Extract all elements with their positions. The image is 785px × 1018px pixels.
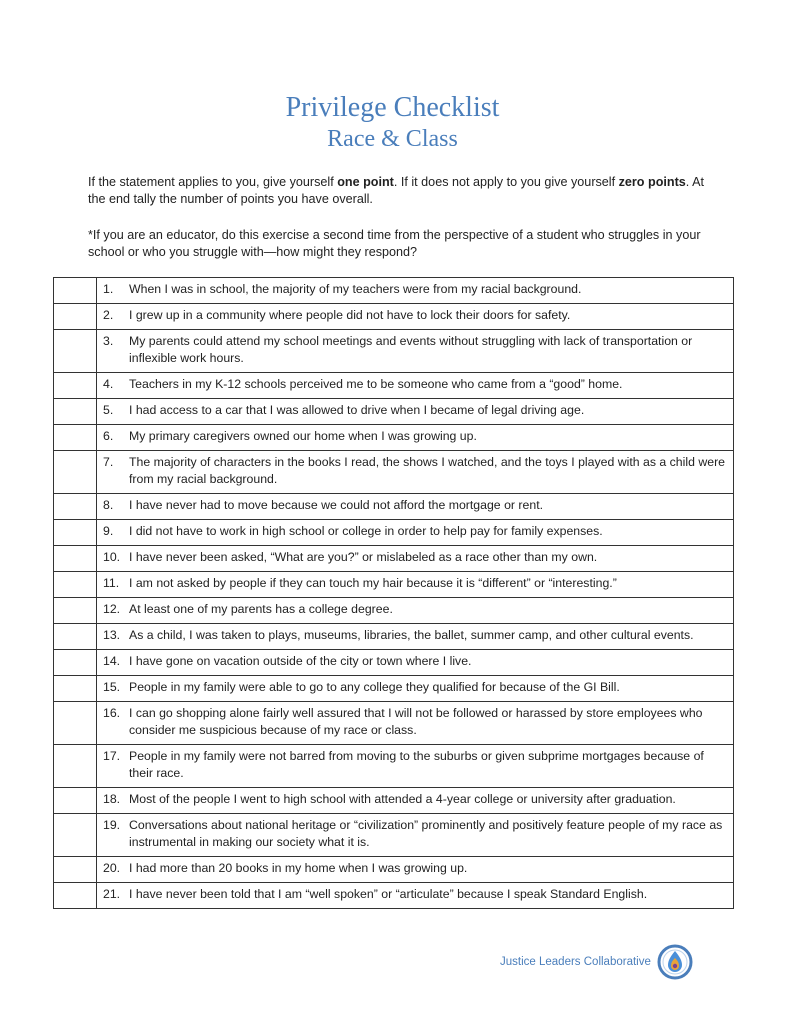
statement-cell <box>97 788 734 814</box>
statement-item <box>103 523 727 540</box>
footer <box>500 944 693 980</box>
statement-text: Conversations about national heritage or “civilization” prominently and positively feature people of my race as instrumental in making our society what it is. <box>129 818 723 849</box>
statement-cell <box>97 451 734 494</box>
statement-item <box>103 549 727 566</box>
score-cell[interactable] <box>54 373 97 399</box>
statement-number: 15. <box>103 680 121 694</box>
statement-number: 9. <box>103 524 114 538</box>
statement-cell <box>97 425 734 451</box>
checklist-row <box>54 572 734 598</box>
checklist-row <box>54 546 734 572</box>
statement-text: At least one of my parents has a college degree. <box>129 602 393 616</box>
statement-cell <box>97 399 734 425</box>
statement-cell <box>97 304 734 330</box>
score-cell[interactable] <box>54 702 97 745</box>
statement-text: I had access to a car that I was allowed to drive when I became of legal driving age. <box>129 403 585 417</box>
statement-number: 14. <box>103 654 121 668</box>
statement-cell <box>97 278 734 304</box>
statement-text: I grew up in a community where people did not have to lock their doors for safety. <box>129 308 571 322</box>
instructions-paragraph <box>88 174 708 208</box>
checklist-row <box>54 451 734 494</box>
statement-item <box>103 601 727 618</box>
checklist-table <box>53 277 734 909</box>
statement-text: When I was in school, the majority of my teachers were from my racial background. <box>129 282 582 296</box>
score-cell[interactable] <box>54 451 97 494</box>
statement-number: 19. <box>103 818 121 832</box>
statement-text: I did not have to work in high school or college in order to help pay for family expenses. <box>129 524 603 538</box>
statement-cell <box>97 745 734 788</box>
checklist-row <box>54 883 734 909</box>
checklist-row <box>54 520 734 546</box>
checklist-row <box>54 702 734 745</box>
statement-text: I have never been told that I am “well spoken” or “articulate” because I speak Standard English. <box>129 887 648 901</box>
checklist-row <box>54 745 734 788</box>
score-cell[interactable] <box>54 330 97 373</box>
statement-number: 18. <box>103 792 121 806</box>
checklist-row <box>54 788 734 814</box>
statement-text: The majority of characters in the books I read, the shows I watched, and the toys I played with as a child were from my racial background. <box>129 455 726 486</box>
score-cell[interactable] <box>54 883 97 909</box>
statement-number: 1. <box>103 282 114 296</box>
score-cell[interactable] <box>54 745 97 788</box>
statement-text: My parents could attend my school meetings and events without struggling with lack of transportation or inflexible work hours. <box>129 334 693 365</box>
statement-number: 3. <box>103 334 114 348</box>
statement-item <box>103 402 727 419</box>
statement-item <box>103 653 727 670</box>
statement-text: I have never had to move because we could not afford the mortgage or rent. <box>129 498 544 512</box>
statement-item <box>103 679 727 696</box>
statement-number: 12. <box>103 602 121 616</box>
statement-number: 13. <box>103 628 121 642</box>
statement-cell <box>97 702 734 745</box>
statement-item <box>103 817 727 851</box>
statement-number: 21. <box>103 887 121 901</box>
educator-note: *If you are an educator, do this exercise a second time from the perspective of a student who struggles in your school or who you struggle with—how might they respond? <box>88 228 701 259</box>
statement-number: 10. <box>103 550 121 564</box>
statement-item <box>103 886 727 903</box>
statement-text: As a child, I was taken to plays, museums, libraries, the ballet, summer camp, and other cultural events. <box>129 628 694 642</box>
score-cell[interactable] <box>54 278 97 304</box>
score-cell[interactable] <box>54 650 97 676</box>
statement-cell <box>97 572 734 598</box>
checklist-row <box>54 425 734 451</box>
instructions-text: . At the end tally the number of points you have overall. <box>88 175 704 206</box>
checklist-row <box>54 330 734 373</box>
statement-text: I have never been asked, “What are you?” or mislabeled as a race other than my own. <box>129 550 598 564</box>
statement-text: Most of the people I went to high school with attended a 4-year college or university after graduation. <box>129 792 676 806</box>
instructions-text: . If it does not apply to you give yourself <box>393 175 619 189</box>
score-cell[interactable] <box>54 425 97 451</box>
statement-item <box>103 575 727 592</box>
statement-cell <box>97 676 734 702</box>
statement-cell <box>97 494 734 520</box>
statement-cell <box>97 520 734 546</box>
org-name: Justice Leaders Collaborative <box>500 956 651 968</box>
instructions-bold-one-point: one point <box>337 175 394 189</box>
statement-number: 5. <box>103 403 114 417</box>
checklist-row <box>54 857 734 883</box>
statement-number: 16. <box>103 706 121 720</box>
statement-number: 7. <box>103 455 114 469</box>
statement-number: 8. <box>103 498 114 512</box>
checklist-row <box>54 650 734 676</box>
checklist-row <box>54 814 734 857</box>
statement-number: 4. <box>103 377 114 391</box>
statement-item <box>103 748 727 782</box>
statement-item <box>103 791 727 808</box>
checklist-row <box>54 278 734 304</box>
score-cell[interactable] <box>54 304 97 330</box>
statement-text: I have gone on vacation outside of the city or town where I live. <box>129 654 472 668</box>
checklist-row <box>54 598 734 624</box>
statement-item <box>103 454 727 488</box>
title-block <box>0 92 785 154</box>
statement-text: My primary caregivers owned our home when I was growing up. <box>129 429 477 443</box>
statement-item <box>103 333 727 367</box>
statement-text: I had more than 20 books in my home when I was growing up. <box>129 861 468 875</box>
statement-item <box>103 705 727 739</box>
statement-item <box>103 307 727 324</box>
score-cell[interactable] <box>54 494 97 520</box>
checklist-row <box>54 399 734 425</box>
statement-cell <box>97 546 734 572</box>
instructions-text: If the statement applies to you, give yourself <box>88 175 338 189</box>
instructions-bold-zero-points: zero points <box>618 175 686 189</box>
statement-text: People in my family were able to go to any college they qualified for because of the GI Bill. <box>129 680 620 694</box>
statement-item <box>103 281 727 298</box>
statement-number: 11. <box>103 576 120 590</box>
checklist-row <box>54 494 734 520</box>
statement-cell <box>97 814 734 857</box>
checklist-row <box>54 373 734 399</box>
statement-text: I am not asked by people if they can touch my hair because it is “different” or “interesting.” <box>129 576 617 590</box>
score-cell[interactable] <box>54 624 97 650</box>
checklist-row <box>54 624 734 650</box>
statement-text: Teachers in my K-12 schools perceived me to be someone who came from a “good” home. <box>129 377 623 391</box>
score-cell[interactable] <box>54 520 97 546</box>
statement-text: People in my family were not barred from moving to the suburbs or given subprime mortgages because of their race. <box>129 749 704 780</box>
statement-cell <box>97 857 734 883</box>
statement-cell <box>97 624 734 650</box>
statement-cell <box>97 650 734 676</box>
statement-number: 17. <box>103 749 121 763</box>
statement-cell <box>97 330 734 373</box>
score-cell[interactable] <box>54 814 97 857</box>
score-cell[interactable] <box>54 572 97 598</box>
checklist-row <box>54 676 734 702</box>
statement-number: 2. <box>103 308 114 322</box>
statement-number: 20. <box>103 861 121 875</box>
page-subtitle: Race & Class <box>327 126 458 152</box>
score-cell[interactable] <box>54 857 97 883</box>
checklist-row <box>54 304 734 330</box>
statement-text: I can go shopping alone fairly well assured that I will not be followed or harassed by store employees who consider me suspicious because of my race or class. <box>129 706 703 737</box>
statement-cell <box>97 373 734 399</box>
page-title: Privilege Checklist <box>285 92 500 123</box>
score-cell[interactable] <box>54 598 97 624</box>
statement-cell <box>97 598 734 624</box>
statement-item <box>103 860 727 877</box>
score-cell[interactable] <box>54 676 97 702</box>
statement-item <box>103 627 727 644</box>
score-cell[interactable] <box>54 788 97 814</box>
statement-cell <box>97 883 734 909</box>
flame-circle-logo-icon <box>657 944 693 980</box>
score-cell[interactable] <box>54 399 97 425</box>
statement-number: 6. <box>103 429 114 443</box>
statement-item <box>103 376 727 393</box>
statement-item <box>103 497 727 514</box>
statement-item <box>103 428 727 445</box>
score-cell[interactable] <box>54 546 97 572</box>
